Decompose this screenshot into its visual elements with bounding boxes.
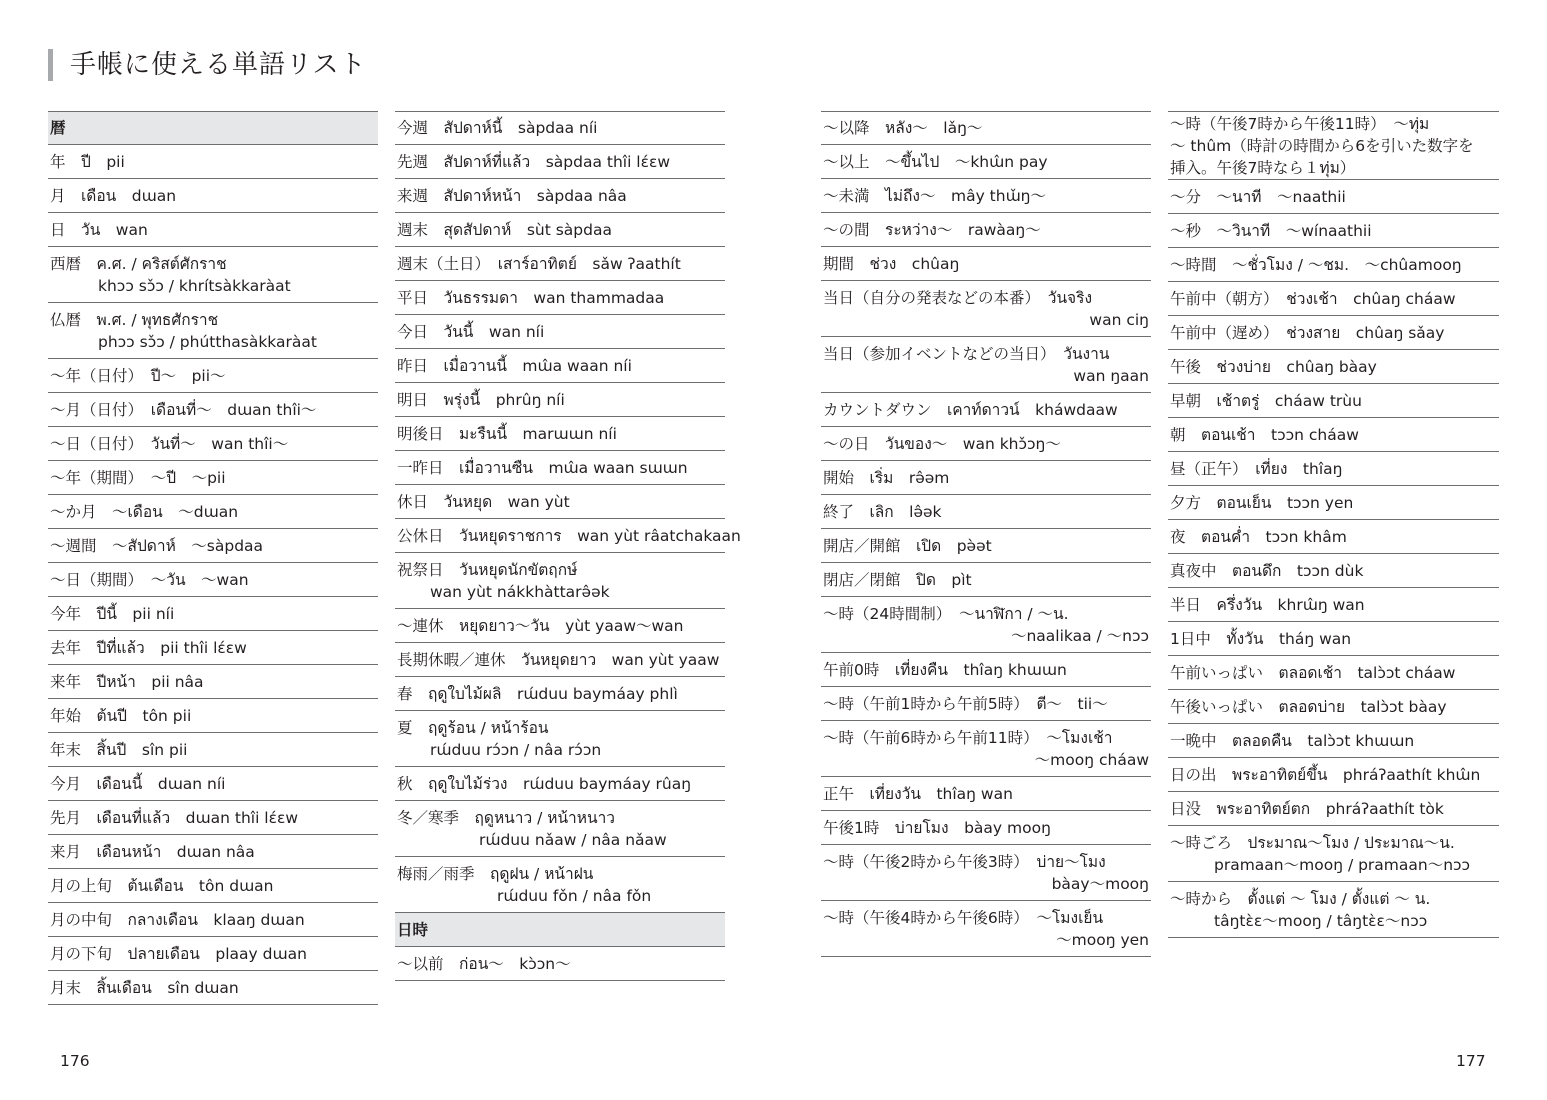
- entry-line: ～の日 วันของ～ wan khɔ̌ɔŋ～: [823, 434, 1061, 453]
- word-list-column-4: [1168, 111, 1499, 938]
- entry-line: 平日 วันธรรมดา wan thammadaa: [397, 288, 665, 307]
- title-accent-bar: [48, 49, 53, 81]
- word-entry: [48, 801, 378, 835]
- word-entry: [395, 553, 725, 609]
- entry-continuation-line: rɯ́duu fǒn / nâa fǒn: [497, 886, 652, 905]
- entry-line: 当日（参加イベントなどの当日） วันงาน: [823, 344, 1110, 363]
- entry-line: 午前0時 เที่ยงคืน thîaŋ khɯɯn: [823, 660, 1067, 679]
- entry-line: ～年（期間） ～ปี ～pii: [50, 468, 226, 487]
- word-entry: [395, 485, 725, 519]
- entry-continuation-line: 挿入。午後7時なら１ทุ่ม）: [1170, 158, 1356, 177]
- word-list-column-2: [395, 111, 741, 981]
- word-entry: [395, 643, 725, 677]
- section-header-label: 日時: [397, 920, 429, 939]
- entry-continuation-line: ～naalikaa / ～nɔɔ: [1010, 626, 1149, 645]
- entry-continuation-line: ～mooŋ cháaw: [1034, 750, 1149, 769]
- entry-line: 開店／開館 เปิด pə̀ət: [823, 536, 992, 555]
- entry-continuation-line: rɯ́duu nǎaw / nâa nǎaw: [479, 830, 667, 849]
- entry-line: 一晩中 ตลอดคืน talɔ̀ɔt khɯɯn: [1170, 731, 1415, 750]
- word-entry: [1168, 758, 1499, 792]
- word-entry: [1168, 282, 1499, 316]
- word-entry: [48, 971, 378, 1005]
- word-entry: [48, 461, 378, 495]
- entry-line: 夏 ฤดูร้อน / หน้าร้อน: [397, 718, 549, 737]
- word-list-column-1: [48, 111, 378, 1005]
- entry-line: ～時（午後7時から午後11時） ～ทุ่ม: [1170, 114, 1430, 133]
- word-entry: [395, 315, 725, 349]
- entry-line: ～日（日付） วันที่～ wan thîi～: [50, 434, 289, 453]
- word-entry: [395, 857, 725, 913]
- word-entry: [1168, 882, 1499, 938]
- word-entry: [395, 247, 725, 281]
- word-entry: [48, 393, 378, 427]
- entry-line: ～時（午前1時から午前5時） ตี～ tii～: [823, 694, 1108, 713]
- entry-line: 開始 เริ่ม rə̂əm: [823, 468, 950, 487]
- word-entry: [48, 767, 378, 801]
- word-entry: [1168, 520, 1499, 554]
- word-entry: [48, 495, 378, 529]
- word-entry: [821, 777, 1151, 811]
- entry-line: 春 ฤดูใบไม้ผลิ rɯ́duu baymáay phlì: [397, 684, 678, 703]
- entry-line: ～以前 ก่อน～ kɔ̀ɔn～: [397, 954, 571, 973]
- word-entry: [48, 869, 378, 903]
- word-entry: [821, 845, 1151, 901]
- word-entry: [1168, 792, 1499, 826]
- word-entry: [395, 417, 725, 451]
- entry-line: ～以降 หลัง～ lǎŋ～: [823, 119, 983, 137]
- entry-line: 公休日 วันหยุดราชการ wan yùt râatchakaan: [397, 526, 741, 545]
- entry-line: 月の下旬 ปลายเดือน plaay dɯan: [50, 944, 307, 963]
- word-entry: [48, 699, 378, 733]
- section-header: [395, 913, 725, 947]
- word-entry: [1168, 316, 1499, 350]
- entry-continuation-line: khɔɔ sɔ̌ɔ / khrítsàkkaràat: [98, 276, 291, 295]
- entry-line: 週末（土日） เสาร์อาทิตย์ sǎw ʔaathít: [397, 254, 681, 273]
- entry-line: 明後日 มะรืนนี้ marɯɯn níi: [397, 424, 617, 443]
- word-entry: [395, 213, 725, 247]
- word-entry: [821, 461, 1151, 495]
- entry-continuation-line: tâŋtɛ̀ɛ～mooŋ / tâŋtɛ̀ɛ～nɔɔ: [1214, 911, 1428, 930]
- word-entry: [1168, 180, 1499, 214]
- entry-line: 去年 ปีที่แล้ว pii thîi lɛ́ɛw: [50, 638, 247, 657]
- word-entry: [821, 427, 1151, 461]
- entry-line: ～週間 ～สัปดาห์ ～sàpdaa: [50, 536, 264, 555]
- entry-line: 期間 ช่วง chûaŋ: [823, 254, 960, 273]
- word-entry: [48, 427, 378, 461]
- entry-line: 週末 สุดสัปดาห์ sùt sàpdaa: [397, 220, 612, 239]
- entry-line: 午後いっぱい ตลอดบ่าย talɔ̀ɔt bàay: [1170, 697, 1447, 716]
- entry-line: 祝祭日 วันหยุดนักขัตฤกษ์: [397, 560, 578, 579]
- entry-continuation-line: wan ciŋ: [1089, 310, 1149, 329]
- word-entry: [48, 597, 378, 631]
- entry-line: 年末 สิ้นปี sîn pii: [50, 740, 188, 759]
- word-entry: [821, 247, 1151, 281]
- entry-line: 長期休暇／連休 วันหยุดยาว wan yùt yaaw: [397, 650, 720, 669]
- page-title: 手帳に使える単語リスト: [70, 50, 367, 80]
- word-entry: [1168, 214, 1499, 248]
- entry-line: 月の中旬 กลางเดือน klaaŋ dɯan: [50, 910, 305, 929]
- entry-line: 夕方 ตอนเย็น tɔɔn yen: [1170, 493, 1354, 512]
- word-entry: [821, 529, 1151, 563]
- entry-line: 夜 ตอนค่ำ tɔɔn khâm: [1170, 527, 1347, 546]
- word-entry: [1168, 111, 1499, 180]
- word-entry: [395, 111, 725, 145]
- word-entry: [821, 281, 1151, 337]
- entry-line: 今日 วันนี้ wan níi: [397, 322, 545, 341]
- word-entry: [48, 733, 378, 767]
- entry-line: 今週 สัปดาห์นี้ sàpdaa níi: [397, 119, 598, 137]
- entry-line: 年始 ต้นปี tôn pii: [50, 706, 192, 725]
- entry-line: 日没 พระอาทิตย์ตก phráʔaathít tòk: [1170, 799, 1444, 818]
- entry-line: 半日 ครึ่งวัน khrɯ̂ŋ wan: [1170, 595, 1365, 614]
- entry-line: 先週 สัปดาห์ที่แล้ว sàpdaa thîi lɛ́ɛw: [397, 152, 671, 171]
- word-entry: [395, 801, 725, 857]
- entry-line: ～以上 ～ขึ้นไป ～khɯ̂n pay: [823, 152, 1048, 171]
- entry-line: 一昨日 เมื่อวานซืน mɯ̂a waan sɯɯn: [397, 458, 688, 477]
- word-entry: [48, 359, 378, 393]
- entry-line: 休日 วันหยุด wan yùt: [397, 492, 570, 511]
- entry-continuation-line: wan ŋaan: [1073, 366, 1149, 385]
- entry-continuation-line: rɯ́duu rɔ́ɔn / nâa rɔ́ɔn: [430, 740, 602, 759]
- entry-line: カウントダウン เคาท์ดาวน์ kháwdaaw: [823, 400, 1118, 419]
- entry-line: 朝 ตอนเช้า tɔɔn cháaw: [1170, 425, 1359, 444]
- entry-line: 先月 เดือนที่แล้ว dɯan thîi lɛ́ɛw: [50, 808, 299, 827]
- entry-continuation-line: wan yùt nákkhàttarə̂ək: [430, 582, 610, 601]
- word-entry: [821, 495, 1151, 529]
- entry-continuation-line: ～mooŋ yen: [1056, 930, 1149, 949]
- word-entry: [1168, 384, 1499, 418]
- word-entry: [821, 563, 1151, 597]
- entry-line: ～時（午前6時から午前11時） ～โมงเช้า: [823, 728, 1113, 747]
- word-entry: [395, 609, 725, 643]
- word-entry: [395, 179, 725, 213]
- entry-line: 冬／寒季 ฤดูหนาว / หน้าหนาว: [397, 808, 615, 827]
- entry-line: 正午 เที่ยงวัน thîaŋ wan: [823, 784, 1013, 803]
- entry-line: 月末 สิ้นเดือน sîn dɯan: [50, 978, 239, 997]
- entry-line: ～の間 ระหว่าง～ rawàaŋ～: [823, 220, 1041, 239]
- word-entry: [48, 903, 378, 937]
- word-entry: [48, 563, 378, 597]
- entry-line: ～時から ตั้งแต่ ～ โมง / ตั้งแต่ ～ น.: [1170, 889, 1431, 908]
- word-entry: [1168, 486, 1499, 520]
- word-entry: [395, 281, 725, 315]
- word-entry: [48, 937, 378, 971]
- entry-line: 日 วัน wan: [50, 220, 148, 239]
- entry-line: 梅雨／雨季 ฤดูฝน / หน้าฝน: [397, 864, 594, 883]
- word-entry: [395, 349, 725, 383]
- entry-line: 月の上旬 ต้นเดือน tôn dɯan: [50, 876, 274, 895]
- entry-continuation-line: bàay～mooŋ: [1051, 874, 1149, 893]
- entry-line: 来月 เดือนหน้า dɯan nâa: [50, 842, 255, 861]
- word-entry: [395, 519, 741, 553]
- word-entry: [1168, 826, 1499, 882]
- entry-line: 来週 สัปดาห์หน้า sàpdaa nâa: [397, 186, 627, 205]
- entry-line: 午前中（朝方） ช่วงเช้า chûaŋ cháaw: [1170, 289, 1456, 308]
- word-entry: [1168, 656, 1499, 690]
- word-entry: [48, 247, 378, 303]
- entry-line: 今年 ปีนี้ pii níi: [50, 604, 175, 623]
- word-entry: [821, 721, 1151, 777]
- word-entry: [821, 393, 1151, 427]
- entry-line: 今月 เดือนนี้ dɯan níi: [50, 774, 226, 793]
- word-entry: [48, 179, 378, 213]
- entry-line: 早朝 เช้าตรู่ cháaw trùu: [1170, 391, 1362, 410]
- word-entry: [1168, 690, 1499, 724]
- word-entry: [48, 213, 378, 247]
- word-entry: [395, 767, 725, 801]
- entry-line: 午後 ช่วงบ่าย chûaŋ bàay: [1170, 357, 1377, 376]
- entry-line: 月 เดือน dɯan: [50, 186, 177, 205]
- entry-line: ～か月 ～เดือน ～dɯan: [50, 502, 239, 521]
- word-entry: [395, 711, 725, 767]
- word-entry: [395, 145, 725, 179]
- entry-line: 午前中（遅め） ช่วงสาย chûaŋ sǎay: [1170, 323, 1445, 342]
- entry-line: ～日（期間） ～วัน ～wan: [50, 570, 249, 589]
- entry-continuation-line: ～ thûm（時計の時間から6を引いた数字を: [1170, 136, 1474, 155]
- word-list-column-3: [821, 111, 1151, 957]
- entry-line: ～秒 ～วินาที ～wínaathii: [1170, 221, 1372, 240]
- section-header: [48, 111, 378, 145]
- entry-line: ～月（日付） เดือนที่～ dɯan thîi～: [50, 400, 317, 419]
- word-entry: [821, 145, 1151, 179]
- word-entry: [1168, 350, 1499, 384]
- word-entry: [1168, 418, 1499, 452]
- word-entry: [821, 653, 1151, 687]
- word-entry: [395, 677, 725, 711]
- entry-line: ～未満 ไม่ถึง～ mây thɯ̌ŋ～: [823, 186, 1046, 205]
- word-entry: [821, 597, 1151, 653]
- entry-continuation-line: pramaan～mooŋ / pramaan～nɔɔ: [1214, 855, 1471, 874]
- entry-line: 仏暦 พ.ศ. / พุทธศักราช: [50, 310, 219, 329]
- entry-line: 秋 ฤดูใบไม้ร่วง rɯ́duu baymáay rûaŋ: [397, 774, 692, 793]
- entry-continuation-line: phɔɔ sɔ̌ɔ / phútthasàkkaràat: [98, 332, 317, 351]
- word-entry: [48, 529, 378, 563]
- entry-line: 来年 ปีหน้า pii nâa: [50, 672, 204, 691]
- word-entry: [1168, 452, 1499, 486]
- entry-line: ～時（午後4時から午後6時） ～โมงเย็น: [823, 908, 1104, 927]
- entry-line: ～時間 ～ชั่วโมง / ～ชม. ～chûamooŋ: [1170, 255, 1462, 274]
- entry-line: 明日 พรุ่งนี้ phrûŋ níi: [397, 390, 565, 409]
- word-entry: [821, 901, 1151, 957]
- word-entry: [395, 383, 725, 417]
- word-entry: [1168, 724, 1499, 758]
- word-entry: [1168, 622, 1499, 656]
- word-entry: [48, 145, 378, 179]
- entry-line: 年 ปี pii: [50, 152, 125, 171]
- word-entry: [821, 687, 1151, 721]
- word-entry: [821, 337, 1151, 393]
- page-number-right: 177: [1456, 1052, 1486, 1070]
- entry-line: ～年（日付） ปี～ pii～: [50, 366, 226, 385]
- word-entry: [1168, 554, 1499, 588]
- word-entry: [48, 631, 378, 665]
- entry-line: 真夜中 ตอนดึก tɔɔn dùk: [1170, 561, 1364, 580]
- entry-line: ～時ごろ ประมาณ～โมง / ประมาณ～น.: [1170, 833, 1455, 852]
- entry-line: 閉店／閉館 ปิด pìt: [823, 570, 972, 589]
- word-entry: [48, 835, 378, 869]
- entry-line: 当日（自分の発表などの本番） วันจริง: [823, 288, 1093, 307]
- word-entry: [821, 213, 1151, 247]
- word-entry: [821, 179, 1151, 213]
- entry-line: 1日中 ทั้งวัน tháŋ wan: [1170, 629, 1352, 648]
- entry-line: ～時（24時間制） ～นาฬิกา / ～น.: [823, 604, 1069, 623]
- entry-line: ～連休 หยุดยาว～วัน yùt yaaw～wan: [397, 616, 684, 635]
- entry-line: 西暦 ค.ศ. / คริสต์ศักราช: [50, 254, 227, 273]
- entry-line: 午後1時 บ่ายโมง bàay mooŋ: [823, 818, 1051, 837]
- entry-line: 午前いっぱい ตลอดเช้า talɔ̀ɔt cháaw: [1170, 663, 1456, 682]
- entry-line: 終了 เลิก lə̂ək: [823, 502, 942, 521]
- entry-line: ～分 ～นาที ～naathii: [1170, 187, 1346, 206]
- word-entry: [48, 303, 378, 359]
- entry-line: 日の出 พระอาทิตย์ขึ้น phráʔaathít khɯ̂n: [1170, 765, 1481, 784]
- entry-line: 昼（正午） เที่ยง thîaŋ: [1170, 459, 1343, 478]
- section-header-label: 暦: [50, 119, 66, 137]
- page-number-left: 176: [60, 1052, 90, 1070]
- word-entry: [1168, 588, 1499, 622]
- entry-line: ～時（午後2時から午後3時） บ่าย～โมง: [823, 852, 1106, 871]
- word-entry: [395, 947, 725, 981]
- entry-line: 昨日 เมื่อวานนี้ mɯ̂a waan níi: [397, 356, 632, 375]
- word-entry: [1168, 248, 1499, 282]
- word-entry: [821, 111, 1151, 145]
- word-entry: [395, 451, 725, 485]
- word-entry: [48, 665, 378, 699]
- word-entry: [821, 811, 1151, 845]
